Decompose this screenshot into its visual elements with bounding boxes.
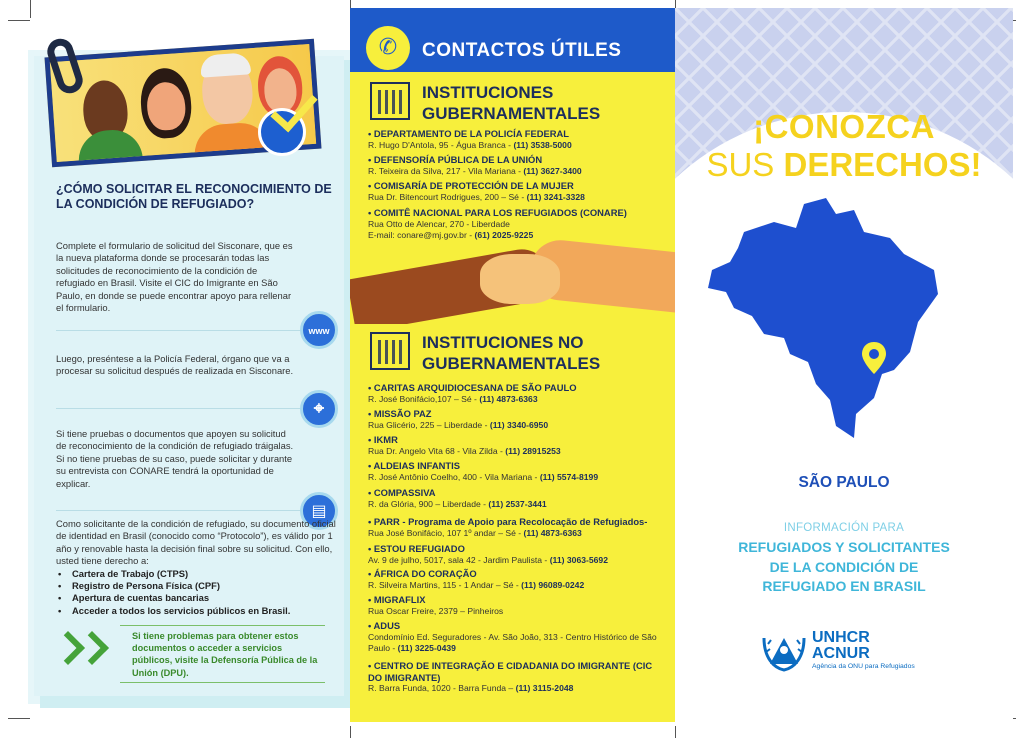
- step-4-text: Como solicitante de la condición de refugiado, su documento oficial de identidad en Brasil (conocido como “Protocolo”), es válido por 1 año y renovable hasta la decisión final sobre su solicitud. Con ello, usted tiene derecho a:: [56, 518, 336, 567]
- city-label: SÃO PAULO: [798, 474, 890, 491]
- brazil-map-icon: [704, 192, 944, 442]
- unhcr-logo-icon: [760, 628, 808, 672]
- phone-icon: ✆: [366, 26, 410, 70]
- www-icon: www: [300, 311, 338, 349]
- crop-mark: [8, 718, 30, 719]
- list-item: • MISSÃO PAZ Rua Glicério, 225 – Liberdade - (11) 3340-6950: [368, 408, 549, 430]
- id-card-icon: ▤: [300, 492, 338, 530]
- step-3-text: Si tiene pruebas o documentos que apoyen su solicitud de reconocimiento de la condición de refugiado tráigalas. Si no tiene pruebas de su caso, puede solicitar y durante su entrevista con CONARE tendrá la oportunidad de explicar.: [56, 428, 294, 489]
- divider: [56, 510, 338, 511]
- list-item: • PARR - Programa de Apoio para Recolocação de Refugiados- Rua José Bonifácio, 107 1º andar – Sé - (11) 4873-6363: [368, 516, 648, 538]
- unhcr-wordmark: UNHCR ACNUR: [812, 629, 870, 662]
- left-title: ¿CÓMO SOLICITAR EL RECONOCIMIENTO DE LA CONDICIÓN DE REFUGIADO?: [56, 182, 332, 211]
- rights-list: [70, 568, 320, 617]
- info-heading: REFUGIADOS Y SOLICITANTES DE LA CONDICIÓN DE REFUGIADO EN BRASIL: [738, 539, 950, 594]
- building-icon: [370, 332, 410, 370]
- list-item: • Apertura de cuentas bancarias: [70, 592, 320, 604]
- divider: [56, 330, 338, 331]
- crop-mark: [350, 726, 351, 738]
- list-item: • IKMR Rua Dr. Angelo Vita 68 - Vila Zilda - (11) 28915253: [368, 434, 561, 456]
- location-pin-icon: ⌖: [300, 390, 338, 428]
- building-icon: [370, 82, 410, 120]
- ngo-section-title: INSTITUCIONES NO GUBERNAMENTALES: [422, 333, 601, 373]
- dpu-text: Si tiene problemas para obtener estos documentos o acceder a servicios públicos, visite la Defensoría Pública de la Unión (DPU).: [132, 631, 318, 678]
- list-item: • MIGRAFLIX Rua Oscar Freire, 2379 – Pinheiros: [368, 594, 504, 616]
- list-item: • COMITÊ NACIONAL PARA LOS REFUGIADOS (CONARE) Rua Otto de Alencar, 270 - Liberdade E-mail: conare@mj.gov.br - (61) 2025-9225: [368, 207, 627, 240]
- crop-mark: [675, 726, 676, 738]
- list-item: • ALDEIAS INFANTIS R. José Antônio Coelho, 400 - Vila Mariana - (11) 5574-8199: [368, 460, 599, 482]
- step-2-text: Luego, preséntese a la Policía Federal, órgano que va a procesar su solicitud después de realizada en Sisconare.: [56, 353, 294, 377]
- divider: [56, 408, 338, 409]
- unhcr-tagline: Agência da ONU para Refugiados: [812, 663, 915, 670]
- list-item: • Registro de Persona Física (CPF): [70, 580, 320, 592]
- list-item: • DEFENSORÍA PÚBLICA DE LA UNIÓN R. Teixeira da Silva, 217 - Vila Mariana - (11) 3627-3400: [368, 154, 582, 176]
- list-item: • ADUS Condomínio Ed. Seguradores - Av. São João, 313 - Centro Histórico de São Paulo - (11) 3225-0439: [368, 620, 657, 653]
- handshake-illustration: [350, 240, 675, 324]
- list-item: • ESTOU REFUGIADO Av. 9 de julho, 5017, sala 42 - Jardim Paulista - (11) 3063-5692: [368, 543, 608, 565]
- list-item: • ÁFRICA DO CORAÇÃO R. Silveira Martins, 115 - 1 Andar – Sé - (11) 96089-0242: [368, 568, 585, 590]
- list-item: • CENTRO DE INTEGRAÇÃO E CIDADANIA DO IMIGRANTE (CIC DO IMIGRANTE) R. Barra Funda, 1020 - Barra Funda – (11) 3115-2048: [368, 660, 653, 693]
- list-item: • DEPARTAMENTO DE LA POLICÍA FEDERAL R. Hugo D'Antola, 95 - Água Branca - (11) 3538-5000: [368, 128, 572, 150]
- cover-subtitle: SUS DERECHOS!: [706, 146, 982, 183]
- dpu-callout: [120, 625, 325, 683]
- crop-mark: [30, 0, 31, 18]
- gov-section-title: INSTITUCIONES GUBERNAMENTALES: [422, 83, 601, 123]
- crop-mark: [8, 20, 30, 21]
- step-1-text: Complete el formulario de solicitud del Sisconare, que es la nueva plataforma donde se procesarán todas las solicitudes de reconocimiento de la condición de refugiado en Brasil. Visite el CIC do Imigrante en São Paulo, en donde se puede encontrar apoyo para rellenar el formulario.: [56, 240, 293, 314]
- list-item: • COMPASSIVA R. da Glória, 900 – Liberdade - (11) 2537-3441: [368, 487, 547, 509]
- list-item: • CARITAS ARQUIDIOCESANA DE SÃO PAULO R. José Bonifácio,107 – Sé - (11) 4873-6363: [368, 382, 577, 404]
- info-small: INFORMACIÓN PARA: [783, 522, 905, 534]
- contacts-title: CONTACTOS ÚTILES: [422, 40, 622, 61]
- cover-title: ¡CONOZCA: [753, 108, 935, 145]
- list-item: • Cartera de Trabajo (CTPS): [70, 568, 320, 580]
- list-item: • COMISARÍA DE PROTECCIÓN DE LA MUJER Rua Dr. Bitencourt Rodrigues, 200 – Sé - (11) 3241-3328: [368, 180, 585, 202]
- list-item: • Acceder a todos los servicios públicos en Brasil.: [70, 605, 320, 617]
